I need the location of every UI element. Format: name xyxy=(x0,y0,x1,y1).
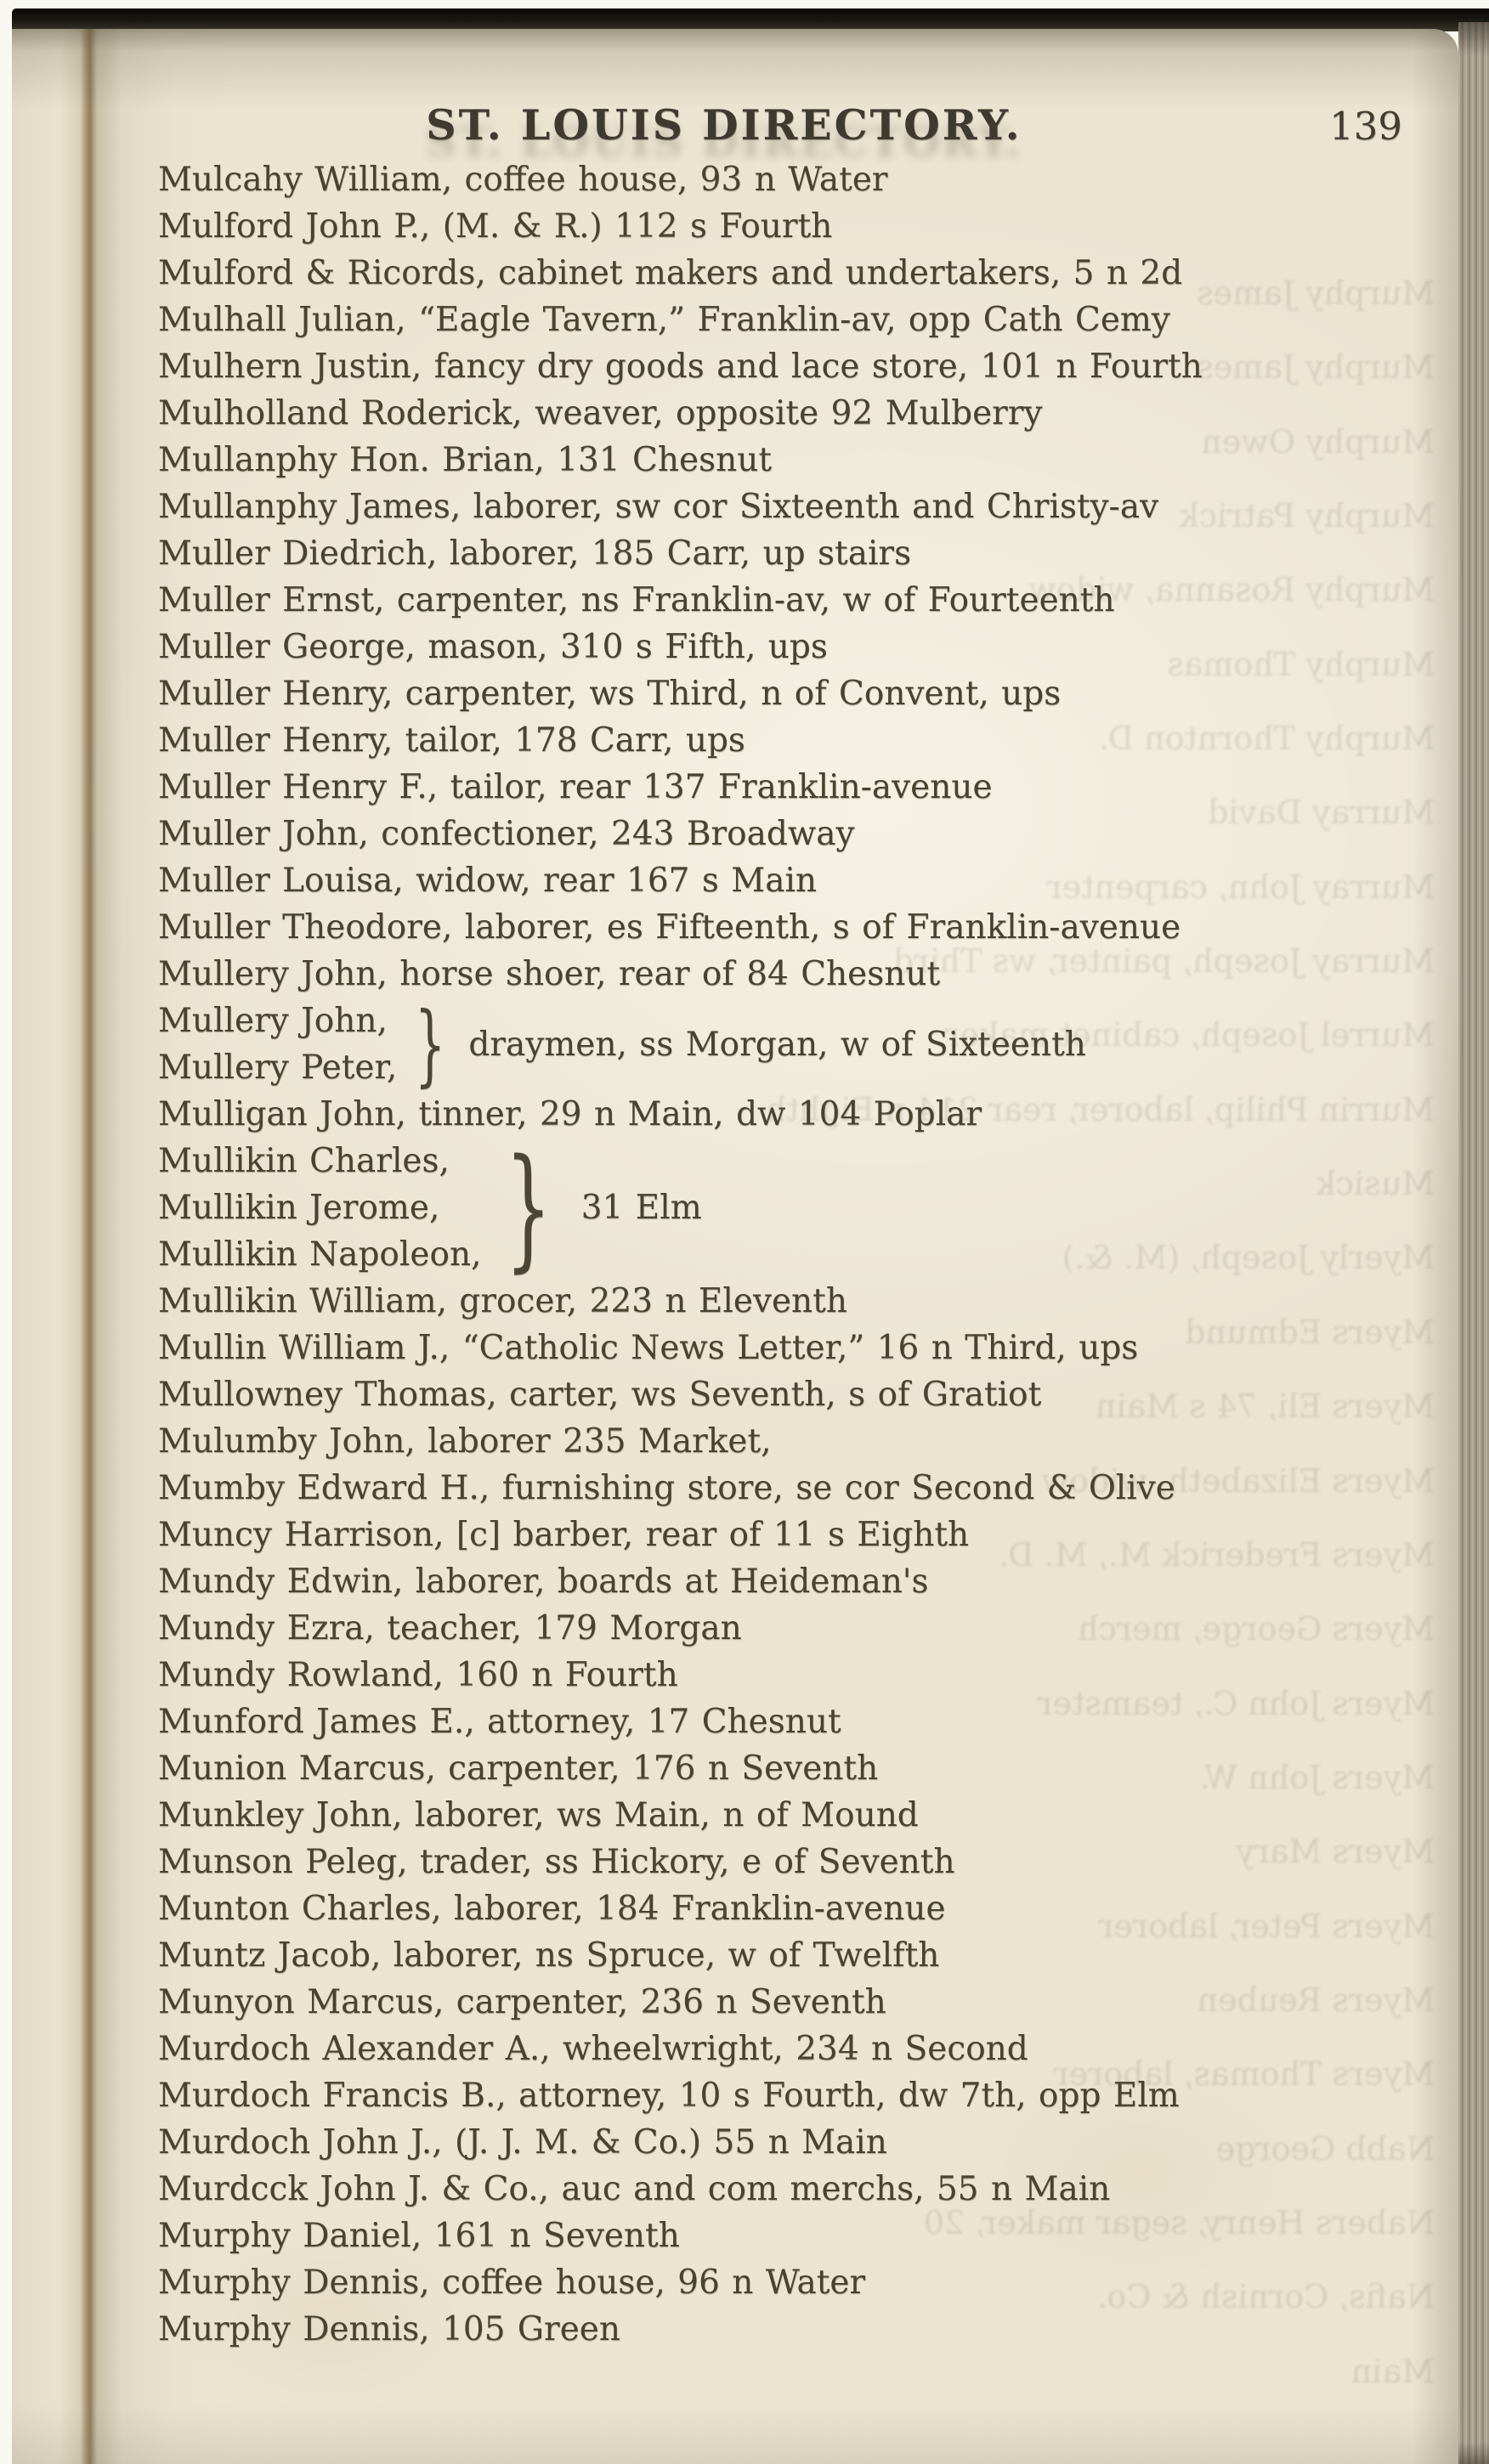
directory-entry: Muller Diedrich, laborer, 185 Carr, up stairs xyxy=(158,534,912,573)
ghost-line: Myers Peter, laborer xyxy=(1098,1907,1435,1945)
brace-names xyxy=(158,1138,481,1278)
directory-entry: Murphy Dennis, 105 Green xyxy=(158,2310,620,2348)
directory-entry: Mullanphy Hon. Brian, 131 Chesnut xyxy=(158,441,773,479)
directory-entry: Muller John, confectioner, 243 Broadway xyxy=(158,815,855,853)
ghost-line: Musick xyxy=(1316,1165,1435,1203)
directory-entry: Mullin William J., “Catholic News Letter,” 16 n Third, ups xyxy=(158,1329,1139,1367)
directory-entry: Mumby Edward H., furnishing store, se cor Second & Olive xyxy=(158,1469,1175,1507)
ghost-line: Main xyxy=(1350,2352,1435,2388)
brace-glyph: } xyxy=(415,992,446,1096)
directory-entry: Mulford John P., (M. & R.) 112 s Fourth xyxy=(158,207,833,246)
directory-entry: Muller Theodore, laborer, es Fifteenth, s of Franklin-avenue xyxy=(158,908,1181,947)
ghost-line: Myers Edmund xyxy=(1185,1313,1435,1351)
directory-entry: Mulumby John, laborer 235 Market, xyxy=(158,1422,772,1461)
ghost-line: Myers Elizabeth, widow xyxy=(1041,1461,1435,1500)
ghost-line: Myers Mary xyxy=(1236,1833,1435,1871)
directory-entry: Munford James E., attorney, 17 Chesnut xyxy=(158,1703,841,1741)
ghost-line: Nafis, Cornish & Co. xyxy=(1097,2278,1435,2316)
directory-entry: Muncy Harrison, [c] barber, rear of 11 s Eighth xyxy=(158,1516,970,1554)
directory-entry: Mullikin Napoleon, xyxy=(158,1235,482,1274)
ghost-line: Murray John, carpenter xyxy=(1046,867,1435,906)
directory-entry: Muller Henry, carpenter, ws Third, n of Convent, ups xyxy=(158,675,1062,713)
directory-entry: Mullowney Thomas, carter, ws Seventh, s of Gratiot xyxy=(158,1376,1042,1414)
directory-entry: Mullery John, xyxy=(158,1002,388,1040)
directory-entry: Murdoch Alexander A., wheelwright, 234 n Second xyxy=(158,2030,1028,2068)
directory-entry: Muntz Jacob, laborer, ns Spruce, w of Twelfth xyxy=(158,1936,940,1975)
directory-entry: Munson Peleg, trader, ss Hickory, e of Seventh xyxy=(158,1843,955,1881)
ghost-line: Nabb George xyxy=(1215,2129,1435,2167)
directory-entry: Muller George, mason, 310 s Fifth, ups xyxy=(158,628,828,666)
page-number: 139 xyxy=(1329,104,1402,149)
directory-entry: Murphy Daniel, 161 n Seventh xyxy=(158,2217,680,2255)
ghost-line: Murray Joseph, painter, ws Third xyxy=(892,942,1435,981)
directory-entry: Murdcck John J. & Co., auc and com merchs, 55 n Main xyxy=(158,2170,1111,2208)
ghost-line: Murphy Owen xyxy=(1201,422,1435,461)
directory-entry: Muller Louisa, widow, rear 167 s Main xyxy=(158,862,818,900)
directory-entry: Mulhern Justin, fancy dry goods and lace store, 101 n Fourth xyxy=(158,348,1203,386)
directory-brace-group xyxy=(158,992,1399,1096)
ghost-line: Murphy James xyxy=(1197,348,1435,387)
ghost-line: Myers John C., teamster xyxy=(1037,1684,1435,1722)
ghost-line: Murphy Thornton D. xyxy=(1098,720,1435,758)
ghost-line: Murray David xyxy=(1208,794,1435,832)
ghost-line: Myerly Joseph, (M. &.) xyxy=(1062,1239,1435,1277)
directory-brace-group xyxy=(158,1130,1399,1285)
ghost-line: Murphy James xyxy=(1197,277,1435,312)
brace-names xyxy=(158,997,397,1091)
directory-entry: Mullanphy James, laborer, sw cor Sixteenth and Christy-av xyxy=(158,488,1159,526)
page-stack-edge xyxy=(1458,22,1489,2464)
directory-entry: Mullikin Jerome, xyxy=(158,1189,440,1227)
directory-entry: Muller Ernst, carpenter, ns Franklin-av, w of Fourteenth xyxy=(158,581,1115,619)
ghost-line: Myers Frederick M., M. D. xyxy=(999,1535,1435,1574)
directory-entry: Murdoch Francis B., attorney, 10 s Fourth, dw 7th, opp Elm xyxy=(158,2077,1180,2115)
ghost-line: Murrin Philip, laborer, rear 214 n Eighth xyxy=(765,1090,1435,1128)
ghost-line: Nabers Henry, segar maker, 20 xyxy=(923,2203,1435,2241)
directory-entry: Munkley John, laborer, ws Main, n of Mound xyxy=(158,1796,919,1834)
directory-entry: Muller Henry, tailor, 178 Carr, ups xyxy=(158,721,745,760)
directory-entry: Munion Marcus, carpenter, 176 n Seventh xyxy=(158,1749,879,1788)
brace-glyph: } xyxy=(505,1130,552,1285)
brace-shared-text: draymen, ss Morgan, w of Sixteenth xyxy=(468,1025,1086,1064)
directory-entry: Mulhall Julian, “Eagle Tavern,” Franklin-av, opp Cath Cemy xyxy=(158,301,1170,339)
directory-entry: Murdoch John J., (J. J. M. & Co.) 55 n Main xyxy=(158,2123,887,2162)
directory-entry: Mullery Peter, xyxy=(158,1048,398,1087)
directory-entry: Muller Henry F., tailor, rear 137 Franklin-avenue xyxy=(158,768,993,806)
ghost-line: Murrel Joseph, cabinet maker xyxy=(944,1016,1435,1054)
directory-entry: Mundy Rowland, 160 n Fourth xyxy=(158,1656,678,1694)
directory-entry: Mulcahy William, coffee house, 93 n Water xyxy=(158,161,888,199)
directory-entry: Mundy Ezra, teacher, 179 Morgan xyxy=(158,1609,742,1647)
directory-entry: Munton Charles, laborer, 184 Franklin-avenue xyxy=(158,1890,946,1928)
ghost-line: Myers George, merch xyxy=(1078,1610,1435,1648)
ghost-line: Myers Eli, 74 s Main xyxy=(1095,1387,1435,1426)
directory-entry: Murphy Dennis, coffee house, 96 n Water xyxy=(158,2263,866,2302)
directory-entries xyxy=(158,156,1399,2353)
directory-entry: Munyon Marcus, carpenter, 236 n Seventh xyxy=(158,1983,886,2021)
ghost-line: Myers Thomas, laborer xyxy=(1053,2055,1435,2094)
ghost-line: Murphy Patrick xyxy=(1179,497,1435,535)
ghost-line: Myers Reuben xyxy=(1197,1981,1435,2019)
directory-entry: Mullikin William, grocer, 223 n Eleventh xyxy=(158,1282,847,1320)
book-page xyxy=(12,29,1458,2464)
directory-entry: Mundy Edwin, laborer, boards at Heideman's xyxy=(158,1563,929,1601)
book-top-edge xyxy=(12,8,1489,31)
ghost-line: Murphy Rosanna, widow xyxy=(1028,571,1435,609)
directory-entry: Mullikin Charles, xyxy=(158,1142,450,1180)
directory-entry: Mulligan John, tinner, 29 n Main, dw 104 Poplar xyxy=(158,1095,982,1133)
directory-entry: Mulford & Ricords, cabinet makers and undertakers, 5 n 2d xyxy=(158,254,1183,292)
ghost-line: Myers John W. xyxy=(1199,1758,1435,1796)
brace-shared-text: 31 Elm xyxy=(580,1189,702,1227)
ghost-line: Murphy Thomas xyxy=(1167,645,1435,683)
directory-entry: Mullery John, horse shoer, rear of 84 Chesnut xyxy=(158,955,941,993)
page-title: ST. LOUIS DIRECTORY. xyxy=(426,100,1022,150)
directory-entry: Mulholland Roderick, weaver, opposite 92 Mulberry xyxy=(158,394,1043,432)
